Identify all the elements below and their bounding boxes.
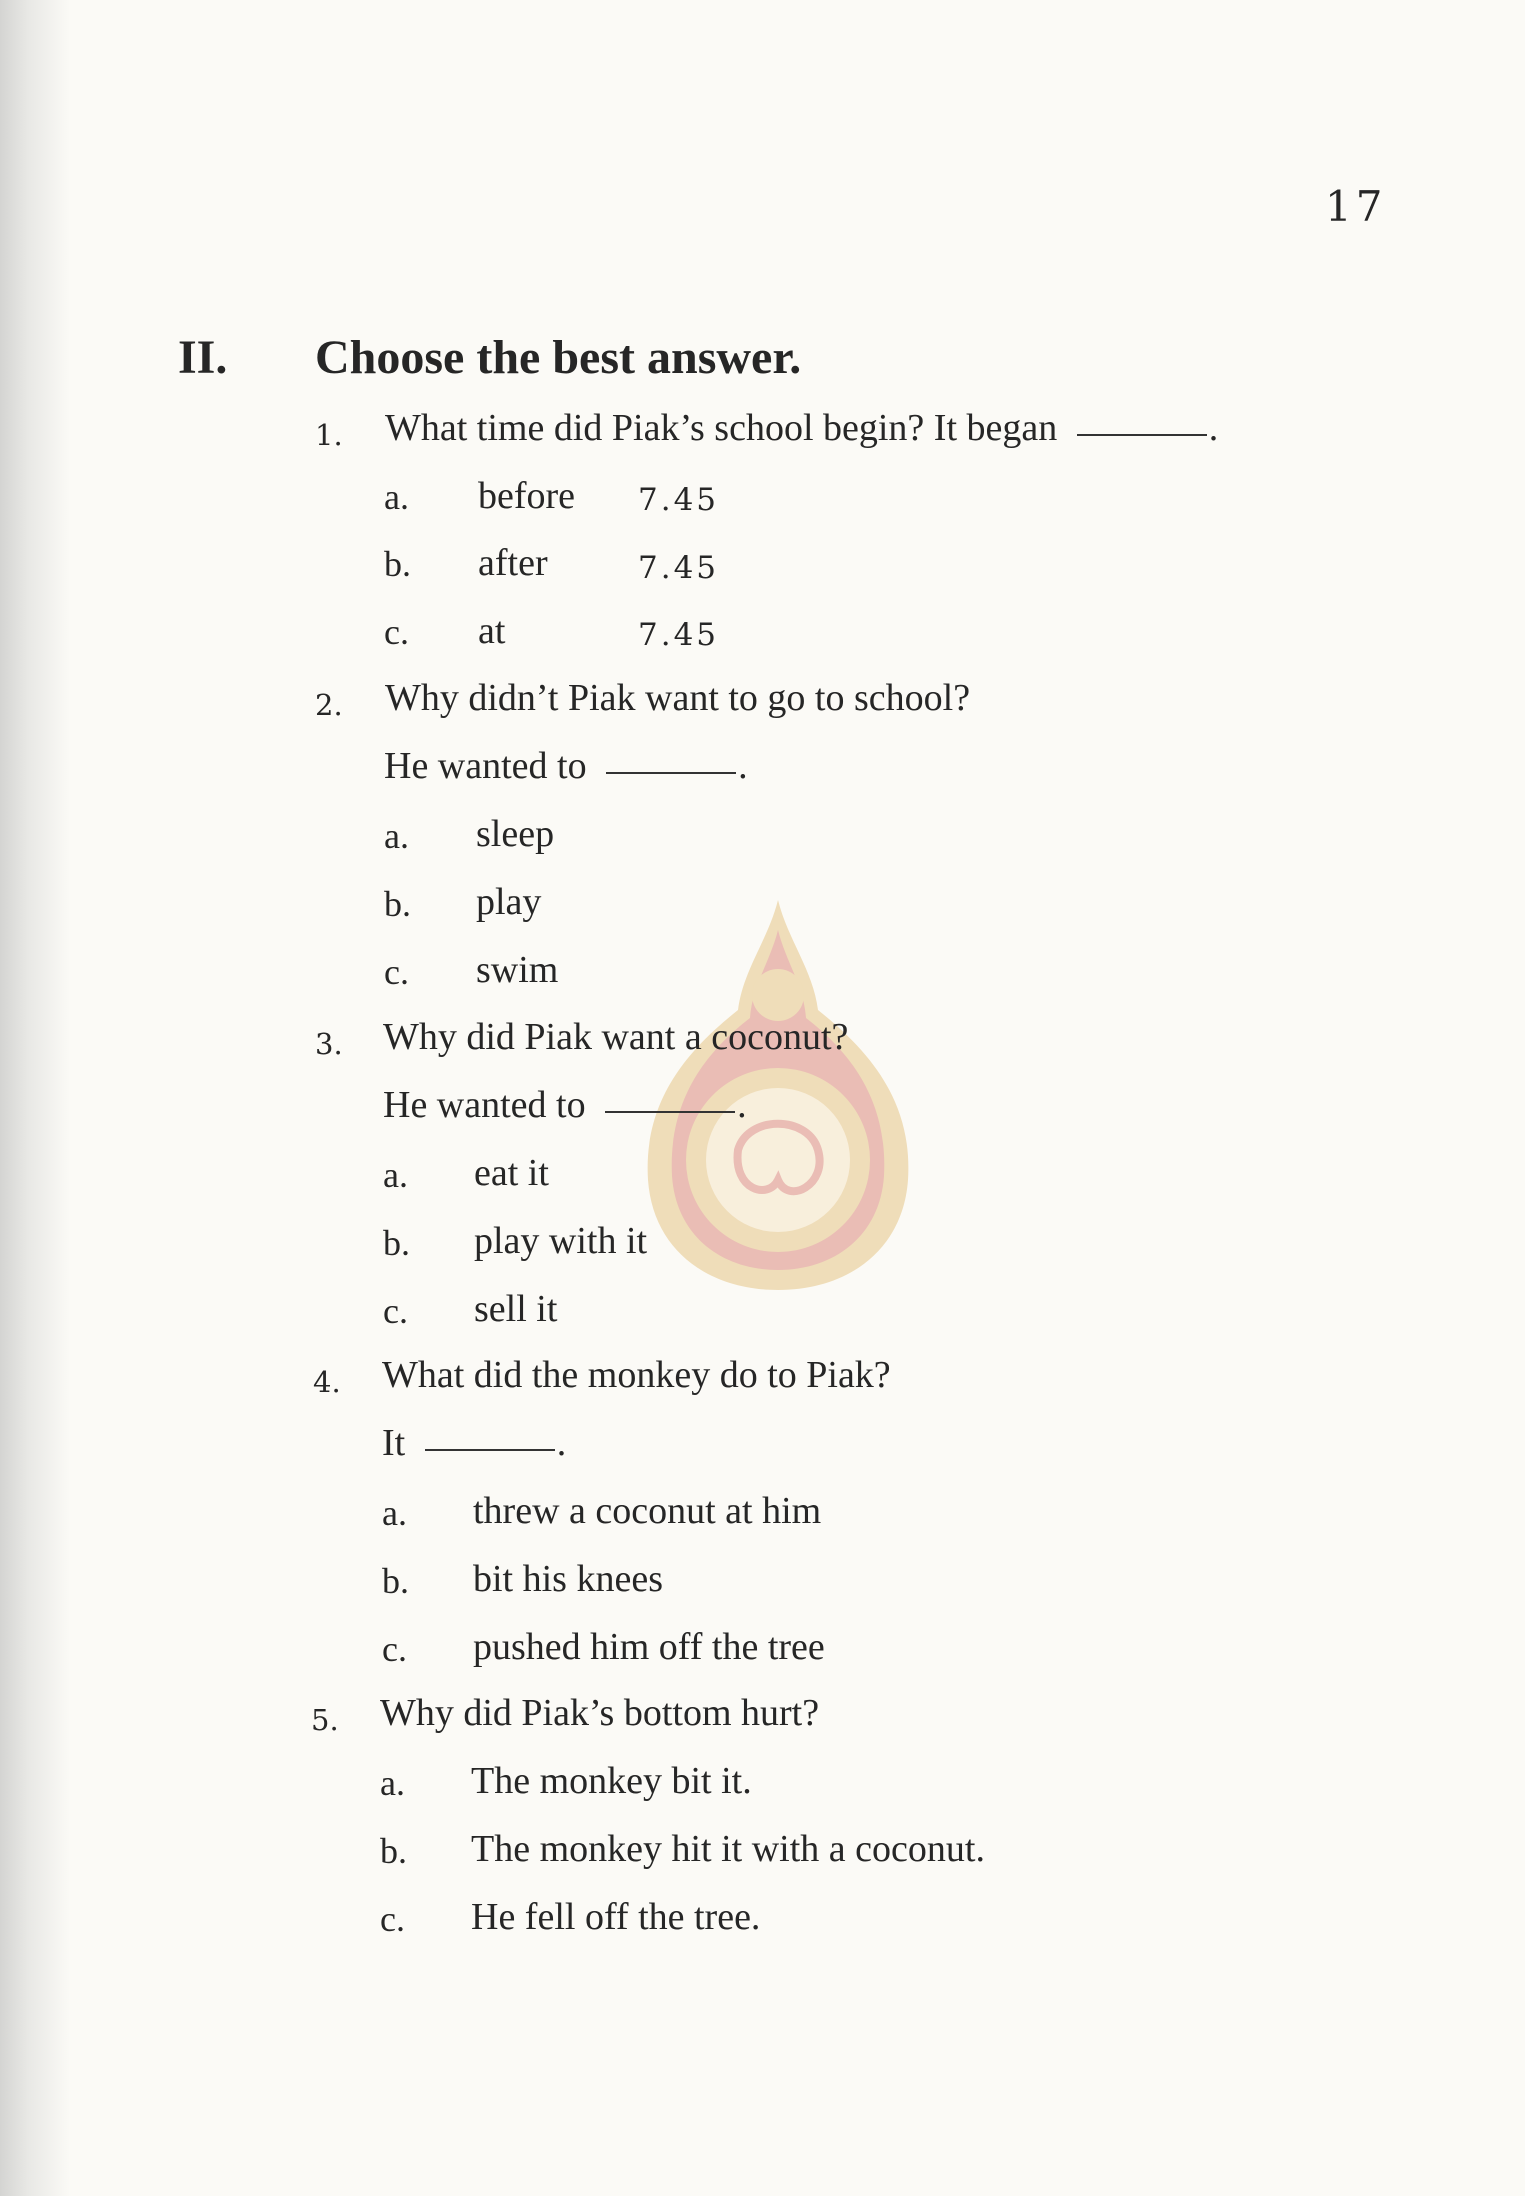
- section-heading: [178, 330, 801, 385]
- question-number: 1.: [315, 418, 343, 452]
- question-text: What time did Piak’s school begin? It began .: [385, 407, 1219, 449]
- option-text: threw a coconut at him: [473, 1490, 822, 1532]
- section-title: Choose the best answer.: [315, 331, 802, 384]
- option-time-value: 7.45: [638, 482, 720, 518]
- question-number: 2.: [315, 688, 343, 722]
- option-text: play with it: [474, 1220, 648, 1262]
- option-letter: b.: [384, 884, 411, 924]
- option-letter: a.: [384, 816, 409, 856]
- option-letter: b.: [380, 1831, 407, 1871]
- question-number: 4.: [313, 1365, 341, 1399]
- option-letter: c.: [382, 1629, 407, 1669]
- option-text: He fell off the tree.: [471, 1896, 761, 1938]
- option-text: The monkey hit it with a coconut.: [471, 1828, 985, 1870]
- option-letter: c.: [384, 952, 409, 992]
- option-text: pushed him off the tree: [473, 1626, 825, 1668]
- question-number: 3.: [315, 1027, 343, 1061]
- question-3-text: Why did Piak want a coconut?: [383, 1016, 849, 1058]
- answer-blank: [605, 1111, 735, 1113]
- answer-blank: [1077, 434, 1207, 436]
- option-letter: c.: [383, 1291, 408, 1331]
- option-letter: a.: [382, 1493, 407, 1533]
- question-number: 5.: [311, 1703, 339, 1737]
- question-prompt: It .: [382, 1422, 567, 1464]
- option-time-value: 7.45: [638, 617, 720, 653]
- option-text: after: [478, 542, 548, 584]
- option-letter: b.: [384, 544, 411, 584]
- question-1-text: What time did Piak’s school begin? It began: [385, 407, 1058, 449]
- option-text: bit his knees: [473, 1558, 663, 1600]
- answer-blank: [606, 772, 736, 774]
- option-text: swim: [476, 949, 559, 991]
- option-text: The monkey bit it.: [471, 1760, 752, 1802]
- question-5-text: Why did Piak’s bottom hurt?: [380, 1692, 820, 1734]
- option-letter: b.: [383, 1223, 410, 1263]
- option-text: at: [478, 610, 506, 652]
- option-text: sleep: [476, 813, 555, 855]
- option-letter: a.: [380, 1763, 405, 1803]
- option-letter: b.: [382, 1561, 409, 1601]
- question-prompt: He wanted to .: [384, 745, 748, 787]
- option-letter: a.: [383, 1155, 408, 1195]
- option-letter: a.: [384, 477, 409, 517]
- page-number: 17: [1325, 182, 1387, 231]
- answer-blank: [425, 1449, 555, 1451]
- option-letter: c.: [384, 612, 409, 652]
- option-letter: c.: [380, 1899, 405, 1939]
- option-text: sell it: [474, 1288, 558, 1330]
- option-text: play: [476, 881, 542, 923]
- page-edge-shadow: [0, 0, 70, 2196]
- option-text: eat it: [474, 1152, 549, 1194]
- section-numeral: II.: [178, 331, 228, 384]
- option-text: before: [478, 475, 576, 517]
- question-4-text: What did the monkey do to Piak?: [382, 1354, 891, 1396]
- question-2-text: Why didn’t Piak want to go to school?: [385, 677, 971, 719]
- question-prompt: He wanted to .: [383, 1084, 747, 1126]
- option-time-value: 7.45: [638, 550, 720, 586]
